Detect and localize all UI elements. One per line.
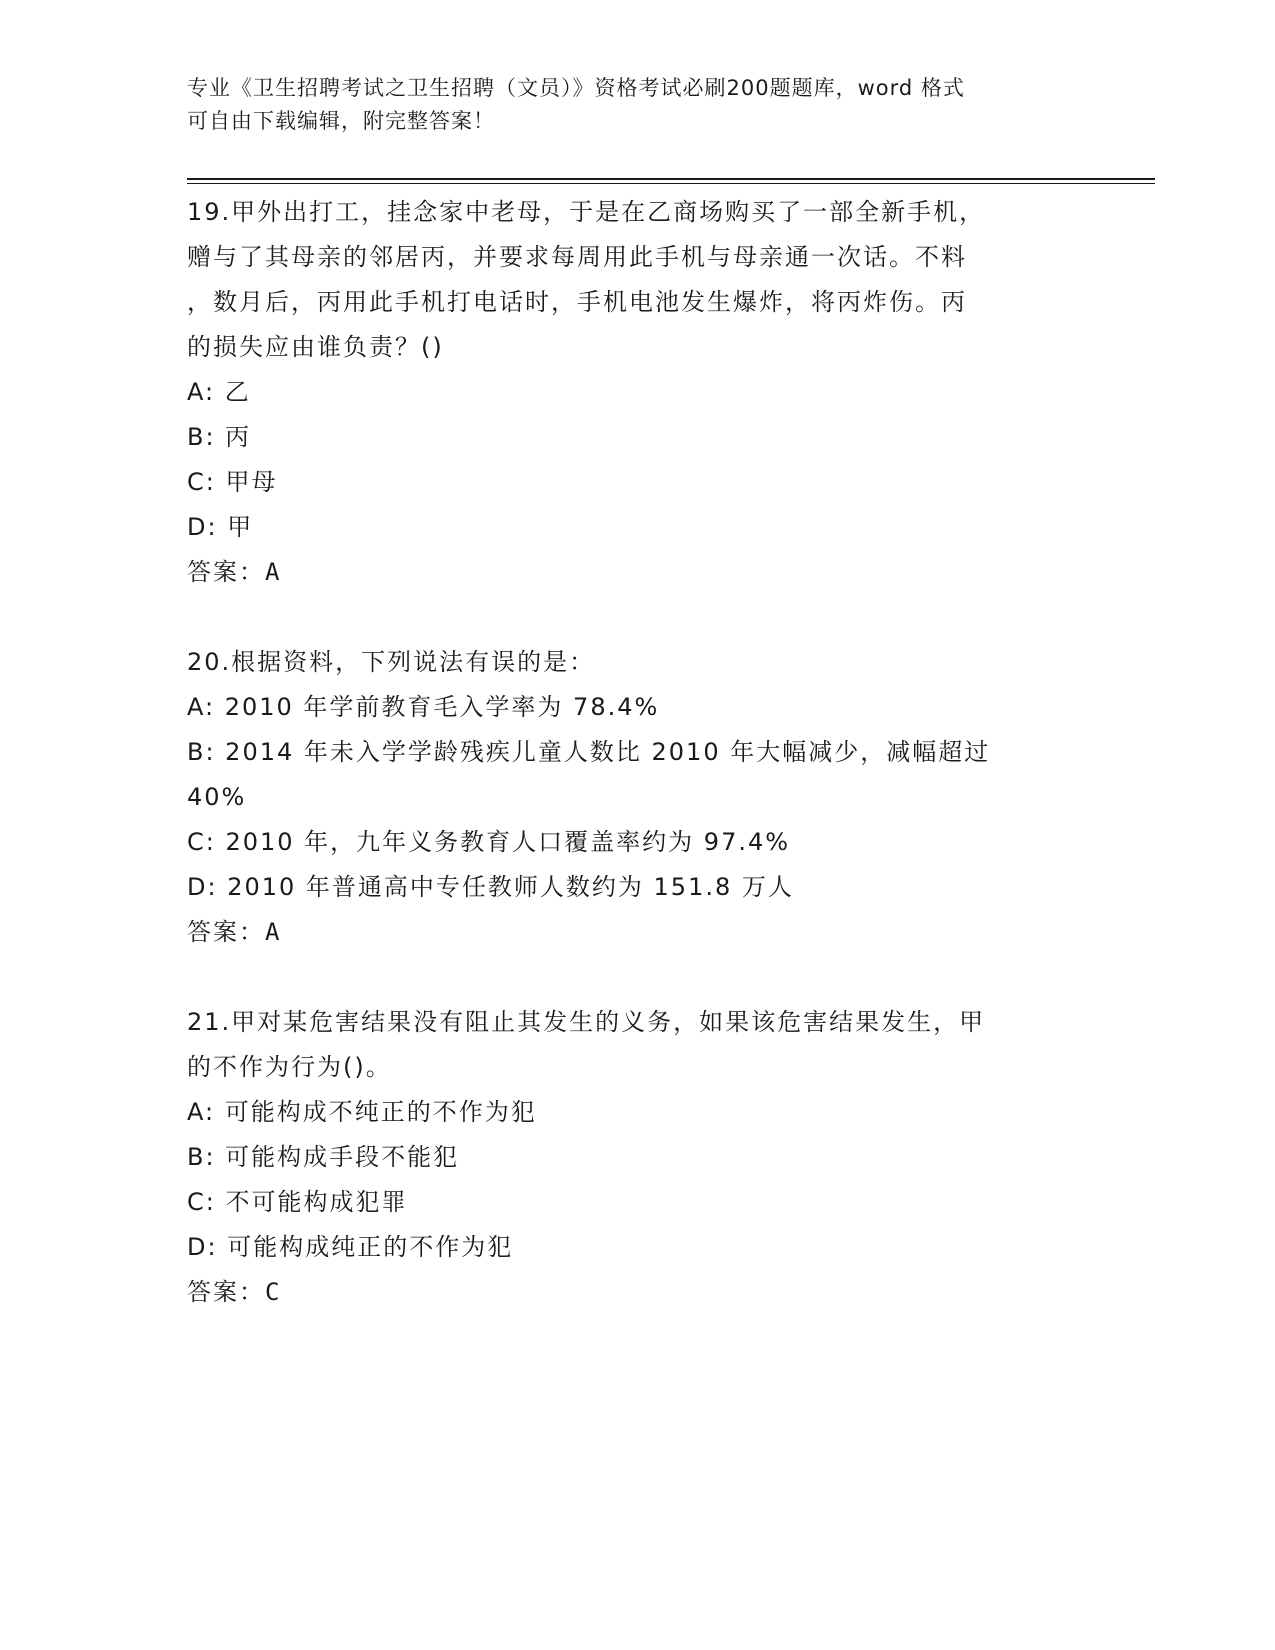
answer-value: A — [265, 558, 282, 586]
option-c: C: 2010 年，九年义务教育人口覆盖率约为 97.4% — [187, 828, 791, 856]
answer-label: 答案： — [187, 918, 265, 946]
question-21 — [187, 1000, 1087, 1315]
question-stem-line: 19.甲外出打工，挂念家中老母，于是在乙商场购买了一部全新手机， — [187, 198, 986, 226]
question-20 — [187, 640, 1087, 955]
answer-value: C — [265, 1278, 282, 1306]
option-b: B: 可能构成手段不能犯 — [187, 1143, 460, 1171]
header-divider-thick — [187, 178, 1155, 180]
option-a: A: 2010 年学前教育毛入学率为 78.4% — [187, 693, 660, 721]
header-line-1: 专业《卫生招聘考试之卫生招聘（文员）》资格考试必刷200题题库，word 格式 — [187, 76, 965, 100]
answer-label: 答案： — [187, 558, 265, 586]
header-divider-thin — [187, 183, 1155, 184]
header-line-2: 可自由下载编辑，附完整答案！ — [187, 109, 495, 133]
answer-line — [187, 1270, 1087, 1315]
option-a: A: 乙 — [187, 378, 251, 406]
question-stem-line: 的不作为行为()。 — [187, 1053, 392, 1081]
answer-value: A — [265, 918, 282, 946]
option-d: D: 可能构成纯正的不作为犯 — [187, 1233, 514, 1261]
question-list — [187, 190, 1087, 1360]
option-b: B: 丙 — [187, 423, 252, 451]
answer-label: 答案： — [187, 1278, 265, 1306]
question-stem-line: 的损失应由谁负责？() — [187, 333, 444, 361]
answer-line — [187, 550, 1087, 595]
question-19 — [187, 190, 1087, 595]
option-d: D: 2010 年普通高中专任教师人数约为 151.8 万人 — [187, 873, 794, 901]
option-d: D: 甲 — [187, 513, 254, 541]
option-c: C: 不可能构成犯罪 — [187, 1188, 408, 1216]
question-stem-line: 赠与了其母亲的邻居丙，并要求每周用此手机与母亲通一次话。不料 — [187, 243, 967, 271]
option-c: C: 甲母 — [187, 468, 278, 496]
question-stem-line: 20.根据资料，下列说法有误的是： — [187, 648, 596, 676]
question-stem-line: 21.甲对某危害结果没有阻止其发生的义务，如果该危害结果发生，甲 — [187, 1008, 986, 1036]
document-header — [187, 72, 1067, 138]
answer-line — [187, 910, 1087, 955]
option-b-continuation: 40% — [187, 783, 247, 811]
option-a: A: 可能构成不纯正的不作为犯 — [187, 1098, 537, 1126]
option-b: B: 2014 年未入学学龄残疾儿童人数比 2010 年大幅减少，减幅超过 — [187, 738, 991, 766]
question-stem-line: ，数月后，丙用此手机打电话时，手机电池发生爆炸，将丙炸伤。丙 — [187, 288, 967, 316]
